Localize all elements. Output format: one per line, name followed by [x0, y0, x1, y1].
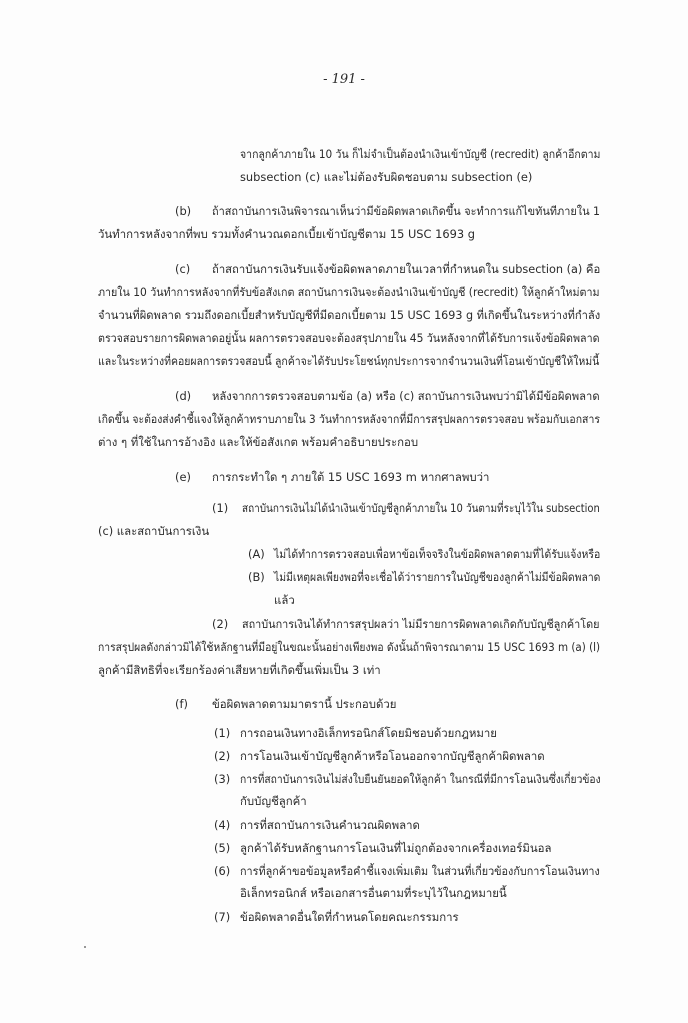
list-item-text: การถอนเงินทางอิเล็กทรอนิกส์โดยมิชอบด้วยกฎหมาย [240, 726, 497, 740]
clause-e2-label: (2) [212, 617, 229, 631]
list-item-number: (4) [214, 818, 231, 832]
scan-speck [84, 946, 86, 948]
clause-d-label: (d) [175, 389, 192, 403]
list-item-number: (2) [214, 749, 231, 763]
list-item-text: ข้อผิดพลาดอื่นใดที่กำหนดโดยคณะกรรมการ [240, 910, 459, 924]
clause-c-line-2: ภายใน 10 วันทำการหลังจากที่รับข้อสังเกต สถาบันการเงินจะต้องนำเงินเข้าบัญชี (recredit) ให้ลูกค้าใหม่ตาม [98, 285, 600, 299]
clause-eA-text: ไม่ได้ทำการตรวจสอบเพื่อหาข้อเท็จจริงในข้อผิดพลาดตามที่ได้รับแจ้งหรือ [274, 547, 601, 561]
page-number: - 191 - [323, 72, 365, 87]
list-item-text: ลูกค้าได้รับหลักฐานการโอนเงินที่ไม่ถูกต้องจากเครื่องเทอร์มินอล [240, 841, 552, 855]
clause-b-line-2: วันทำการหลังจากที่พบ รวมทั้งคำนวณดอกเบี้ยเข้าบัญชีตาม 15 USC 1693 g [98, 227, 475, 241]
list-item-text: การโอนเงินเข้าบัญชีลูกค้าหรือโอนออกจากบัญชีลูกค้าผิดพลาด [240, 749, 545, 763]
list-item-number: (3) [214, 772, 231, 786]
list-item-text: การที่สถาบันการเงินไม่ส่งใบยืนยันยอดให้ลูกค้า ในกรณีที่มีการโอนเงินซึ่งเกี่ยวข้อง [240, 772, 601, 786]
clause-e2-line-1: สถาบันการเงินได้ทำการสรุปผลว่า ไม่มีรายการผิดพลาดเกิดกับบัญชีลูกค้าโดย [242, 617, 600, 631]
clause-f-label: (f) [175, 697, 188, 711]
list-item-number: (1) [214, 726, 231, 740]
clause-b-label: (b) [175, 204, 192, 218]
clause-c-label: (c) [175, 262, 191, 276]
list-item-number: (5) [214, 841, 231, 855]
clause-f-line-1: ข้อผิดพลาดตามมาตรานี้ ประกอบด้วย [212, 697, 397, 711]
clause-d-line-1: หลังจากการตรวจสอบตามข้อ (a) หรือ (c) สถาบันการเงินพบว่ามิได้มีข้อผิดพลาด [212, 389, 600, 403]
clause-c-line-1: ถ้าสถาบันการเงินรับแจ้งข้อผิดพลาดภายในเวลาที่กำหนดใน subsection (a) คือ [212, 262, 601, 276]
clause-e1-label: (1) [212, 501, 229, 515]
clause-eB-line-1: ไม่มีเหตุผลเพียงพอที่จะเชื่อได้ว่ารายการในบัญชีของลูกค้าไม่มีข้อผิดพลาด [274, 570, 601, 584]
list-item-text: การที่ลูกค้าขอข้อมูลหรือคำชี้แจงเพิ่มเติม ในส่วนที่เกี่ยวข้องกับการโอนเงินทาง [240, 864, 600, 878]
list-item-text: การที่สถาบันการเงินคำนวณผิดพลาด [240, 818, 420, 832]
clause-e1-line-1: สถาบันการเงินไม่ได้นำเงินเข้าบัญชีลูกค้าภายใน 10 วันตามที่ระบุไว้ใน subsection [242, 501, 600, 515]
clause-c-line-3: จำนวนที่ผิดพลาด รวมถึงดอกเบี้ยสำหรับบัญชีที่มีดอกเบี้ยตาม 15 USC 1693 g ที่เกิดขึ้นในระหว่างที่กำลัง [98, 308, 601, 322]
clause-c-line-5: และในระหว่างที่คอยผลการตรวจสอบนี้ ลูกค้าจะได้รับประโยชน์ทุกประการจากจำนวนเงินที่โอนเข้าบัญชีให้ใหม่นี้ [98, 354, 600, 368]
clause-eB-line-2: แล้ว [274, 593, 295, 607]
clause-e-line-1: การกระทำใด ๆ ภายใต้ 15 USC 1693 m หากศาลพบว่า [212, 470, 490, 484]
list-item-number: (6) [214, 864, 231, 878]
clause-e2-line-2: การสรุปผลดังกล่าวมิได้ใช้หลักฐานที่มีอยู่ในขณะนั้นอย่างเพียงพอ ดังนั้นถ้าพิจารณาตาม 15 USC 1693 m (a) (l) [98, 640, 601, 654]
list-item-text-cont: กับบัญชีลูกค้า [240, 794, 307, 808]
list-item-text-cont: อิเล็กทรอนิกส์ หรือเอกสารอื่นตามที่ระบุไว้ในกฎหมายนี้ [240, 886, 507, 900]
clause-e2-line-3: ลูกค้ามีสิทธิที่จะเรียกร้องค่าเสียหายที่เกิดขึ้นเพิ่มเป็น 3 เท่า [98, 663, 381, 677]
clause-d-line-3: ต่าง ๆ ที่ใช้ในการอ้างอิง และให้ข้อสังเกต พร้อมคำอธิบายประกอบ [98, 435, 419, 449]
clause-c-line-4: ตรวจสอบรายการผิดพลาดอยู่นั้น ผลการตรวจสอบจะต้องสรุปภายใน 45 วันหลังจากที่ได้รับการแจ้งข้อผิดพลาด [98, 331, 600, 345]
continuation-line-2: subsection (c) และไม่ต้องรับผิดชอบตาม subsection (e) [240, 170, 533, 184]
clause-e-label: (e) [175, 470, 191, 484]
clause-eA-label: (A) [248, 547, 265, 561]
clause-b-line-1: ถ้าสถาบันการเงินพิจารณาเห็นว่ามีข้อผิดพลาดเกิดขึ้น จะทำการแก้ไขทันทีภายใน 1 [212, 204, 601, 218]
continuation-line-1: จากลูกค้าภายใน 10 วัน ก็ไม่จำเป็นต้องนำเงินเข้าบัญชี (recredit) ลูกค้าอีกตาม [240, 147, 601, 161]
clause-eB-label: (B) [248, 570, 265, 584]
list-item-number: (7) [214, 910, 231, 924]
clause-e1-line-2: (c) และสถาบันการเงิน [98, 524, 210, 538]
clause-d-line-2: เกิดขึ้น จะต้องส่งคำชี้แจงให้ลูกค้าทราบภายใน 3 วันทำการหลังจากที่มีการสรุปผลการตรวจสอบ พร้อมกับเอกสาร [98, 412, 600, 426]
